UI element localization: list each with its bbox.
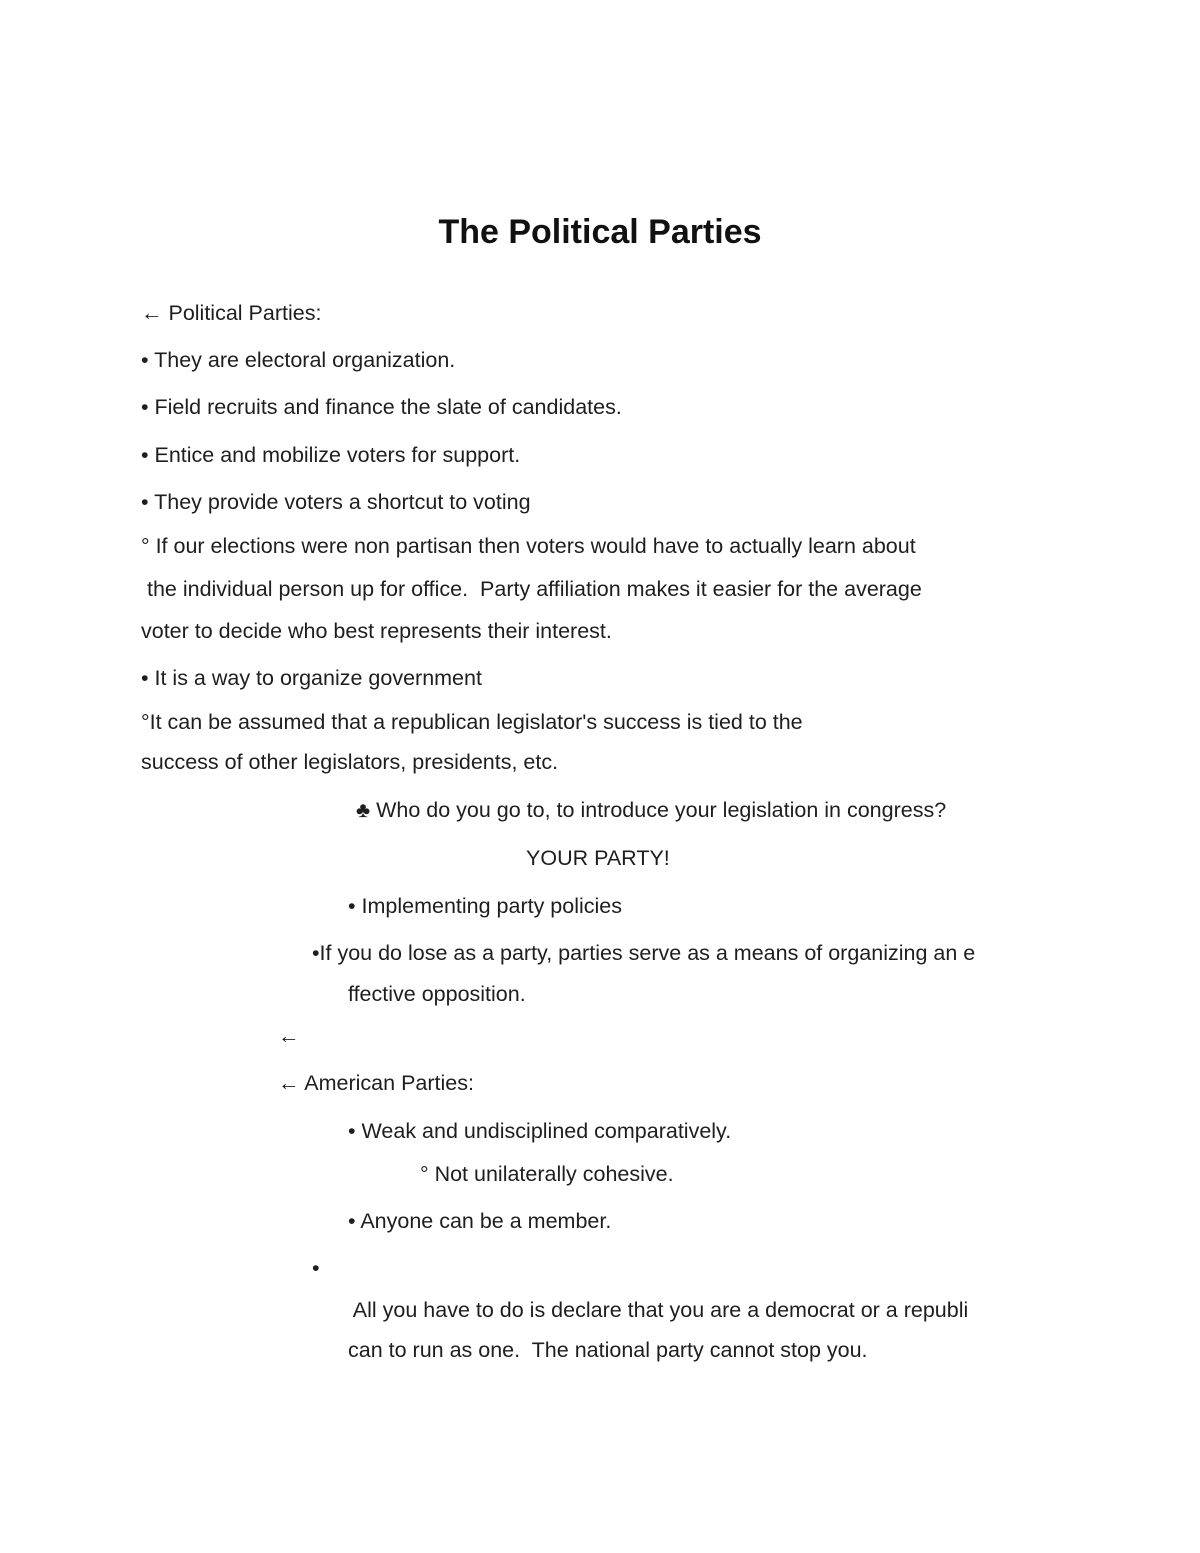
sub-point-not-cohesive: ° Not unilaterally cohesive. [420,1162,674,1186]
page-title: The Political Parties [438,213,762,251]
bullet-anyone-member: • Anyone can be a member. [348,1209,612,1233]
paragraph-declare-party: All you have to do is declare that you are a democrat or a republi [348,1298,969,1322]
bullet-effective-opposition-cont: ffective opposition. [348,982,526,1006]
section-heading-political-parties: ← Political Parties: [141,301,322,325]
section-heading-american-parties: ← American Parties: [278,1071,474,1095]
bullet-entice-voters: • Entice and mobilize voters for support. [141,443,521,467]
sub-point-nonpartisan-cont-2: voter to decide who best represents their interest. [141,619,612,643]
bullet-field-recruits: • Field recruits and finance the slate of candidates. [141,395,622,419]
sub-point-republican-legislator: °It can be assumed that a republican legislator's success is tied to the [141,710,803,734]
bullet-electoral-organization: • They are electoral organization. [141,348,456,372]
club-question-legislation: ♣ Who do you go to, to introduce your legislation in congress? [356,798,947,822]
arrow-marker: ← [278,1024,300,1048]
sub-point-nonpartisan-cont-1: the individual person up for office. Party affiliation makes it easier for the average [141,577,922,601]
answer-your-party: YOUR PARTY! [526,846,670,870]
bullet-weak-undisciplined: • Weak and undisciplined comparatively. [348,1119,732,1143]
sub-point-nonpartisan: ° If our elections were non partisan then voters would have to actually learn about [141,534,916,558]
bullet-effective-opposition: •If you do lose as a party, parties serve as a means of organizing an e [312,941,976,965]
paragraph-declare-party-cont: can to run as one. The national party cannot stop you. [348,1338,868,1362]
bullet-organize-government: • It is a way to organize government [141,666,482,690]
sub-point-republican-legislator-cont: success of other legislators, presidents, etc. [141,750,559,774]
bullet-shortcut-voting: • They provide voters a shortcut to voting [141,490,531,514]
bullet-empty: • [312,1256,320,1280]
bullet-implementing-policies: • Implementing party policies [348,894,623,918]
